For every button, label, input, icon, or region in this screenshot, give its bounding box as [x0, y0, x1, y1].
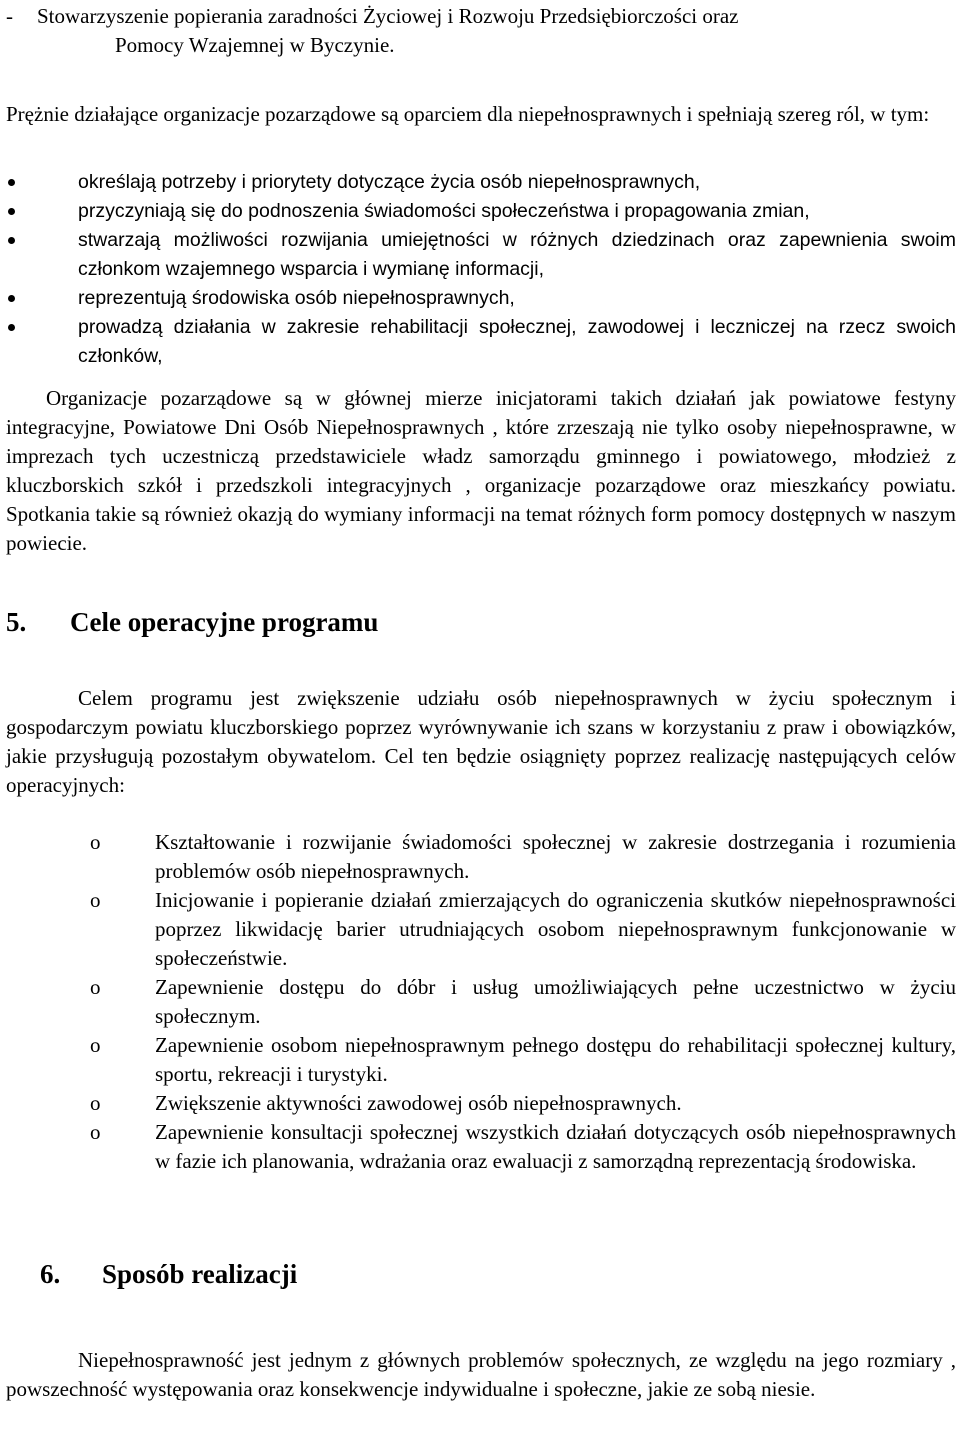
- bullet-text: reprezentują środowiska osób niepełnosprawnych,: [78, 287, 515, 309]
- goal-marker: o: [90, 1120, 101, 1144]
- section-5-heading: [6, 605, 378, 639]
- goal-marker: o: [90, 1033, 101, 1057]
- goal-item: [6, 886, 956, 973]
- bullet-item: [6, 168, 956, 197]
- goal-marker: o: [90, 888, 101, 912]
- intro-paragraph: Prężnie działające organizacje pozarządowe są oparciem dla niepełnosprawnych i spełniają szereg ról, w tym:: [6, 102, 930, 126]
- goal-item: [6, 1118, 956, 1176]
- goal-item: [6, 1031, 956, 1089]
- realization-paragraph: Niepełnosprawność jest jednym z głównych problemów społecznych, ze względu na jego rozmiary , powszechność występowania oraz konsekwencje indywidualne i społeczne, jakie ze sobą niesie.: [6, 1348, 956, 1401]
- bullet-dot-icon: [8, 179, 15, 186]
- organization-name-line2: Pomocy Wzajemnej w Byczynie.: [115, 33, 395, 57]
- bullet-dot-icon: [8, 295, 15, 302]
- bullet-dot-icon: [8, 208, 15, 215]
- bullet-item: [6, 284, 956, 313]
- bullet-item: [6, 313, 956, 371]
- section-6-number: 6.: [40, 1259, 61, 1289]
- organizations-paragraph: Organizacje pozarządowe są w głównej mierze inicjatorami takich działań jak powiatowe festyny integracyjne, Powiatowe Dni Osób Niepełnosprawnych , które zrzeszają nie tylko osoby niepełnosprawne, w imprezach tych uczestniczą przedstawiciele władz samorządu gminnego i powiatowego, młodzież z kluczborskich szkół i przedszkoli integracyjnych , organizacje pozarządowe oraz mieszkańcy powiatu. Spotkania takie są również okazją do wymiany informacji na temat różnych form pomocy dostępnych w naszym powiecie.: [6, 386, 956, 555]
- bullet-item: [6, 197, 956, 226]
- goal-text: Zapewnienie konsultacji społecznej wszystkich działań dotyczących osób niepełnosprawnych w fazie ich planowania, wdrażania oraz ewaluacji z samorządną reprezentacją środowiska.: [155, 1120, 956, 1173]
- organization-list-item: [6, 2, 956, 60]
- bullet-text: prowadzą działania w zakresie rehabilitacji społecznej, zawodowej i leczniczej na rzecz swoich członków,: [78, 316, 956, 367]
- goal-text: Zwiększenie aktywności zawodowej osób niepełnosprawnych.: [155, 1091, 682, 1115]
- bullet-text: stwarzają możliwości rozwijania umiejętności w różnych dziedzinach oraz zapewnienia swoim członkom wzajemnego wsparcia i wymianę informacji,: [78, 229, 956, 280]
- dash-marker: -: [6, 4, 13, 28]
- goal-text: Kształtowanie i rozwijanie świadomości społecznej w zakresie dostrzegania i rozumienia problemów osób niepełnosprawnych.: [155, 830, 956, 883]
- goal-item: [6, 1089, 956, 1118]
- goal-text: Inicjowanie i popieranie działań zmierzających do ograniczenia skutków niepełnosprawności poprzez likwidację barier utrudniających osobom niepełnosprawnym funkcjonowanie w społeczeństwie.: [155, 888, 956, 970]
- bullet-dot-icon: [8, 324, 15, 331]
- goal-text: Zapewnienie osobom niepełnosprawnym pełnego dostępu do rehabilitacji społecznej kultury, sportu, rekreacji i turystyki.: [155, 1033, 956, 1086]
- goal-marker: o: [90, 830, 101, 854]
- goal-item: [6, 973, 956, 1031]
- goal-item: [6, 828, 956, 886]
- section-5-number: 5.: [6, 607, 27, 637]
- bullet-dot-icon: [8, 237, 15, 244]
- organization-name-line1: Stowarzyszenie popierania zaradności Życiowej i Rozwoju Przedsiębiorczości oraz: [37, 4, 739, 28]
- section-5-title: Cele operacyjne programu: [70, 607, 379, 637]
- program-goal-paragraph: Celem programu jest zwiększenie udziału osób niepełnosprawnych w życiu społecznym i gospodarczym powiatu kluczborskiego poprzez wyrównywanie ich szans w korzystaniu z praw i obowiązków, jakie przysługują pozostałym obywatelom. Cel ten będzie osiągnięty poprzez realizację następujących celów operacyjnych:: [6, 686, 956, 797]
- goal-marker: o: [90, 1091, 101, 1115]
- bullet-item: [6, 226, 956, 284]
- operational-goals-list: [6, 828, 956, 1176]
- section-6-title: Sposób realizacji: [102, 1259, 298, 1289]
- organization-name: [37, 2, 956, 60]
- goal-marker: o: [90, 975, 101, 999]
- section-6-heading: [40, 1257, 297, 1291]
- bullet-text: określają potrzeby i priorytety dotyczące życia osób niepełnosprawnych,: [78, 171, 701, 193]
- roles-bullet-list: [6, 168, 956, 371]
- bullet-text: przyczyniają się do podnoszenia świadomości społeczeństwa i propagowania zmian,: [78, 200, 810, 222]
- goal-text: Zapewnienie dostępu do dóbr i usług umożliwiających pełne uczestnictwo w życiu społecznym.: [155, 975, 956, 1028]
